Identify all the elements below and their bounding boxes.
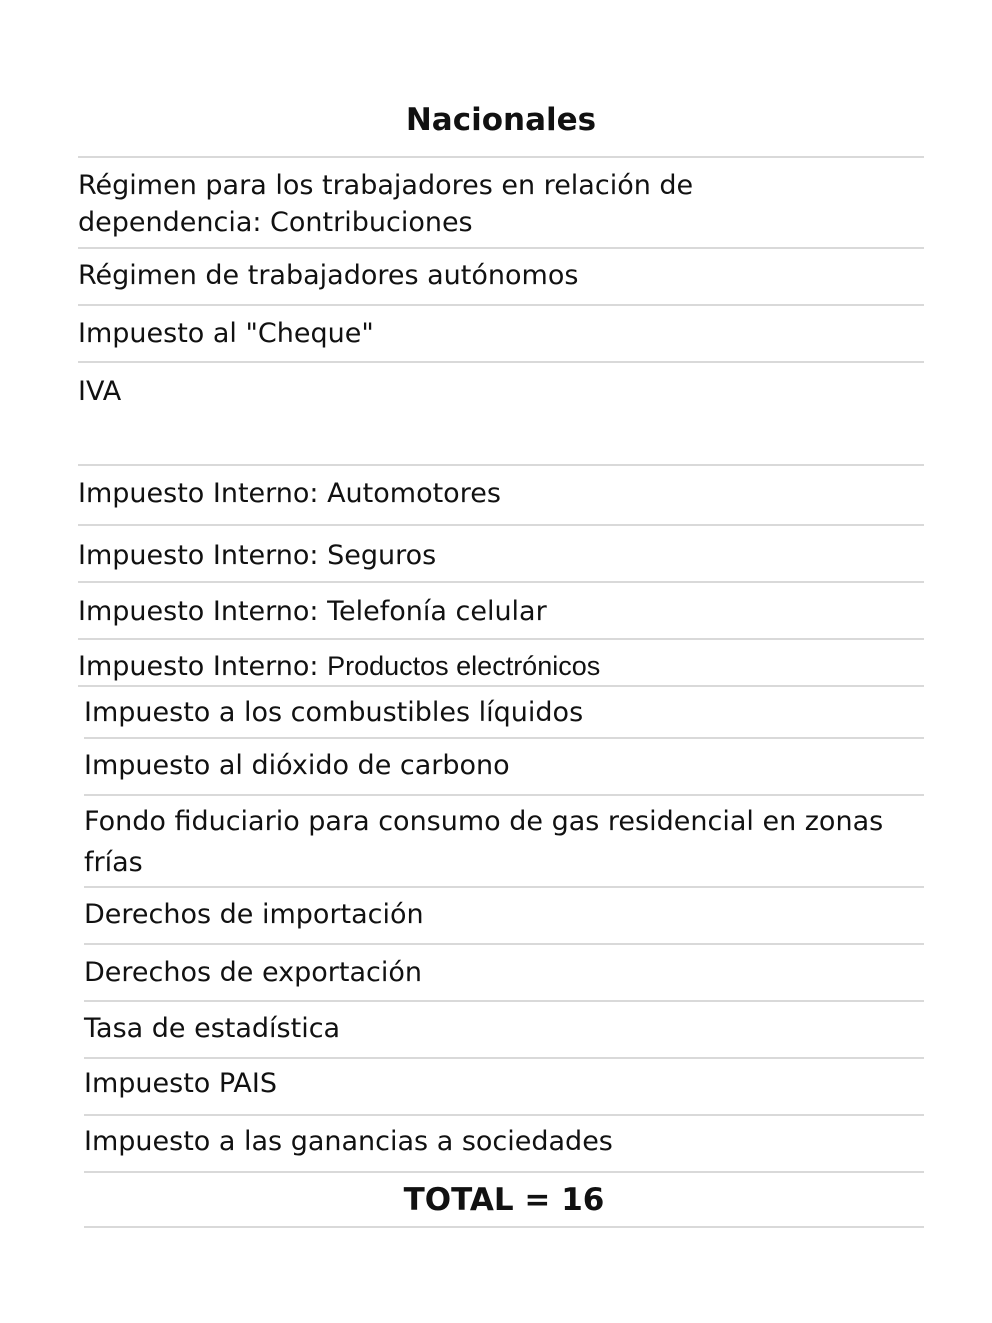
divider	[78, 361, 924, 363]
row-prefix: Impuesto Interno:	[78, 651, 328, 682]
table-row: Impuesto a las ganancias a sociedades	[84, 1126, 613, 1157]
divider	[78, 685, 924, 687]
table-row: Impuesto a los combustibles líquidos	[84, 697, 584, 728]
divider	[78, 304, 924, 306]
total-row: TOTAL = 16	[403, 1182, 605, 1218]
divider	[84, 943, 924, 945]
divider	[84, 1057, 924, 1059]
table-row: Derechos de exportación	[84, 957, 422, 988]
table-row: Impuesto al "Cheque"	[78, 318, 374, 349]
table-row: Derechos de importación	[84, 899, 424, 930]
divider	[84, 1226, 924, 1228]
table-row: Impuesto Interno: Automotores	[78, 478, 501, 509]
divider	[78, 524, 924, 526]
table-row: Tasa de estadística	[84, 1013, 341, 1044]
divider	[78, 247, 924, 249]
divider	[84, 886, 924, 888]
divider	[84, 737, 924, 739]
table-row	[78, 648, 600, 685]
table-row: Fondo fiduciario para consumo de gas residencial en zonas frías	[84, 806, 884, 878]
divider	[84, 1114, 924, 1116]
table-row: IVA	[78, 376, 122, 407]
divider	[84, 1000, 924, 1002]
divider	[78, 638, 924, 640]
divider	[78, 581, 924, 583]
divider	[78, 464, 924, 466]
table-row: Impuesto al dióxido de carbono	[84, 750, 510, 781]
table-title: Nacionales	[405, 102, 597, 138]
table-row: Régimen para los trabajadores en relación de dependencia: Contribuciones	[78, 170, 694, 238]
divider	[78, 156, 924, 158]
divider	[84, 794, 924, 796]
divider	[84, 1171, 924, 1173]
table-row: Régimen de trabajadores autónomos	[78, 260, 579, 291]
table-row: Impuesto Interno: Seguros	[78, 540, 437, 571]
row-suffix: Productos electrónicos	[327, 651, 601, 681]
table-row: Impuesto PAIS	[84, 1068, 278, 1099]
table-row: Impuesto Interno: Telefonía celular	[78, 596, 547, 627]
